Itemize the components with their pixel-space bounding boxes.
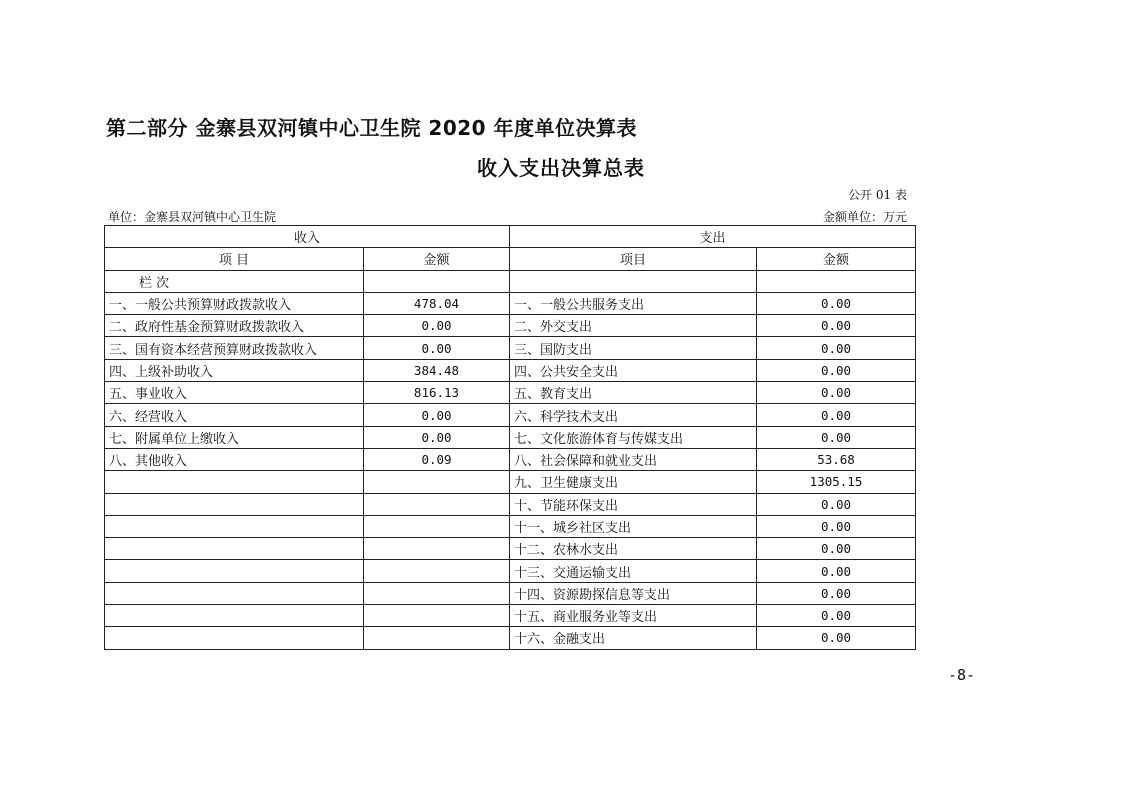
- income-item-cell: 二、政府性基金预算财政拨款收入: [105, 315, 364, 337]
- expense-item-cell: 七、文化旅游体育与传媒支出: [510, 426, 757, 448]
- table-row: [105, 404, 916, 426]
- expense-item-cell: 十、节能环保支出: [510, 493, 757, 515]
- income-item-cell: [105, 582, 364, 604]
- expense-item-cell: 十四、资源勘探信息等支出: [510, 582, 757, 604]
- expense-amount-cell: 0.00: [757, 515, 916, 537]
- income-item-cell: 六、经营收入: [105, 404, 364, 426]
- expense-item-cell: 五、教育支出: [510, 382, 757, 404]
- income-item-cell: [105, 605, 364, 627]
- expense-item-cell: 十一、城乡社区支出: [510, 515, 757, 537]
- expense-amount-cell: 0.00: [757, 627, 916, 649]
- table-row: [105, 471, 916, 493]
- table-row: [105, 493, 916, 515]
- table-row: [105, 538, 916, 560]
- income-amount-cell: 816.13: [364, 382, 510, 404]
- income-item-cell: 四、上级补助收入: [105, 359, 364, 381]
- income-amount-cell: 0.09: [364, 448, 510, 470]
- table-row: [105, 426, 916, 448]
- expense-amount-cell: 0.00: [757, 538, 916, 560]
- expense-item-cell: 二、外交支出: [510, 315, 757, 337]
- table-code: 公开 01 表: [848, 188, 907, 202]
- expense-amount-cell: 0.00: [757, 382, 916, 404]
- table-row: [105, 337, 916, 359]
- expense-amount-cell: 0.00: [757, 315, 916, 337]
- income-amount-cell: [364, 515, 510, 537]
- income-amount-cell: [364, 582, 510, 604]
- empty-cell: [510, 270, 757, 292]
- expense-item-cell: 一、一般公共服务支出: [510, 292, 757, 314]
- income-item-cell: 八、其他收入: [105, 448, 364, 470]
- income-amount-cell: 384.48: [364, 359, 510, 381]
- income-item-cell: [105, 515, 364, 537]
- table-row: [105, 448, 916, 470]
- table-row: [105, 292, 916, 314]
- expense-amount-cell: 0.00: [757, 404, 916, 426]
- expense-amount-cell: 0.00: [757, 337, 916, 359]
- empty-cell: [757, 270, 916, 292]
- table-row: [105, 515, 916, 537]
- expense-item-header: 项目: [510, 248, 757, 270]
- expense-amount-cell: 0.00: [757, 359, 916, 381]
- column-index-row: [105, 270, 916, 292]
- expense-amount-header: 金额: [757, 248, 916, 270]
- income-amount-cell: [364, 560, 510, 582]
- amount-unit-label: 金额单位：万元: [822, 210, 907, 224]
- income-item-cell: 三、国有资本经营预算财政拨款收入: [105, 337, 364, 359]
- table-row: [105, 315, 916, 337]
- income-item-cell: [105, 538, 364, 560]
- income-amount-cell: [364, 493, 510, 515]
- unit-label: 单位：金寨县双河镇中心卫生院: [108, 210, 277, 224]
- document-title: 第二部分 金寨县双河镇中心卫生院 2020 年度单位决算表: [106, 116, 638, 140]
- income-item-cell: 五、事业收入: [105, 382, 364, 404]
- table-row: [105, 605, 916, 627]
- column-index-label: 栏 次: [105, 270, 364, 292]
- table-body: [105, 292, 916, 649]
- expense-amount-cell: 53.68: [757, 448, 916, 470]
- income-item-cell: [105, 560, 364, 582]
- expense-amount-cell: 0.00: [757, 582, 916, 604]
- expense-item-cell: 十六、金融支出: [510, 627, 757, 649]
- income-expense-summary-table: [104, 225, 916, 650]
- table-row: [105, 560, 916, 582]
- page-number: -8-: [948, 666, 976, 684]
- expense-item-cell: 三、国防支出: [510, 337, 757, 359]
- section-header-row: [105, 226, 916, 248]
- income-item-cell: [105, 493, 364, 515]
- expense-amount-cell: 0.00: [757, 426, 916, 448]
- expense-item-cell: 十二、农林水支出: [510, 538, 757, 560]
- income-item-cell: [105, 471, 364, 493]
- expense-item-cell: 八、社会保障和就业支出: [510, 448, 757, 470]
- income-amount-cell: [364, 538, 510, 560]
- income-amount-cell: 0.00: [364, 404, 510, 426]
- income-amount-header: 金额: [364, 248, 510, 270]
- income-amount-cell: 0.00: [364, 426, 510, 448]
- table-row: [105, 582, 916, 604]
- income-item-header: 项 目: [105, 248, 364, 270]
- expense-item-cell: 六、科学技术支出: [510, 404, 757, 426]
- income-amount-cell: 478.04: [364, 292, 510, 314]
- income-item-cell: 七、附属单位上缴收入: [105, 426, 364, 448]
- expense-section-header: 支出: [510, 226, 916, 248]
- expense-item-cell: 十三、交通运输支出: [510, 560, 757, 582]
- expense-amount-cell: 1305.15: [757, 471, 916, 493]
- expense-amount-cell: 0.00: [757, 560, 916, 582]
- expense-item-cell: 四、公共安全支出: [510, 359, 757, 381]
- income-section-header: 收入: [105, 226, 510, 248]
- column-header-row: [105, 248, 916, 270]
- income-amount-cell: [364, 471, 510, 493]
- income-item-cell: 一、一般公共预算财政拨款收入: [105, 292, 364, 314]
- income-amount-cell: [364, 605, 510, 627]
- table-row: [105, 382, 916, 404]
- expense-amount-cell: 0.00: [757, 493, 916, 515]
- expense-item-cell: 十五、商业服务业等支出: [510, 605, 757, 627]
- income-item-cell: [105, 627, 364, 649]
- income-amount-cell: 0.00: [364, 337, 510, 359]
- expense-amount-cell: 0.00: [757, 605, 916, 627]
- income-amount-cell: 0.00: [364, 315, 510, 337]
- empty-cell: [364, 270, 510, 292]
- expense-amount-cell: 0.00: [757, 292, 916, 314]
- table-title: 收入支出决算总表: [477, 156, 645, 180]
- table-row: [105, 627, 916, 649]
- table-row: [105, 359, 916, 381]
- income-amount-cell: [364, 627, 510, 649]
- expense-item-cell: 九、卫生健康支出: [510, 471, 757, 493]
